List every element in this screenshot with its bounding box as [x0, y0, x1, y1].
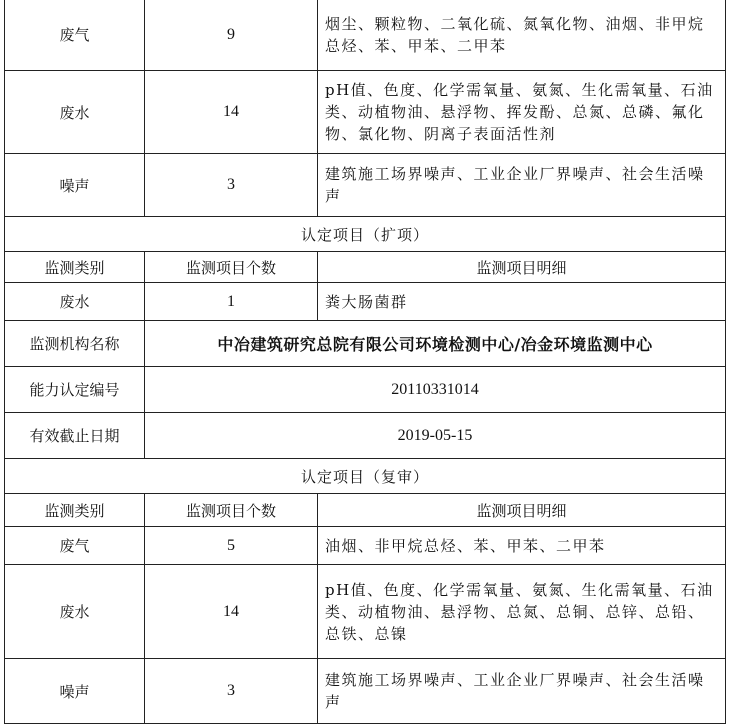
detail-cell: 粪大肠菌群 [318, 283, 726, 321]
table-row [5, 527, 726, 565]
expiry-date-row [5, 413, 726, 459]
expiry-date-label: 有效截止日期 [5, 413, 145, 459]
count-cell: 3 [145, 154, 318, 217]
header-count: 监测项目个数 [145, 494, 318, 527]
institution-name-label: 监测机构名称 [5, 321, 145, 367]
cert-number-label: 能力认定编号 [5, 367, 145, 413]
expansion-section-title: 认定项目（扩项） [5, 217, 726, 252]
detail-cell: pH值、色度、化学需氧量、氨氮、生化需氧量、石油类、动植物油、悬浮物、总氮、总铜、总锌、总铅、总铁、总镍 [318, 565, 726, 659]
cert-number-value: 20110331014 [145, 367, 726, 413]
table-row [5, 659, 726, 724]
category-cell: 噪声 [5, 659, 145, 724]
category-cell: 噪声 [5, 154, 145, 217]
count-cell: 1 [145, 283, 318, 321]
count-cell: 14 [145, 565, 318, 659]
section-title-row [5, 459, 726, 494]
review-section-title: 认定项目（复审） [5, 459, 726, 494]
table-row [5, 71, 726, 154]
detail-cell: 烟尘、颗粒物、二氧化硫、氮氧化物、油烟、非甲烷总烃、苯、甲苯、二甲苯 [318, 0, 726, 71]
header-row [5, 252, 726, 283]
table-row [5, 0, 726, 71]
detail-cell: 建筑施工场界噪声、工业企业厂界噪声、社会生活噪声 [318, 154, 726, 217]
cert-number-row [5, 367, 726, 413]
table-row [5, 154, 726, 217]
count-cell: 9 [145, 0, 318, 71]
header-category: 监测类别 [5, 252, 145, 283]
category-cell: 废水 [5, 565, 145, 659]
table-row [5, 283, 726, 321]
institution-name-row [5, 321, 726, 367]
institution-name-value: 中冶建筑研究总院有限公司环境检测中心/冶金环境监测中心 [145, 321, 726, 367]
header-detail: 监测项目明细 [318, 494, 726, 527]
category-cell: 废水 [5, 71, 145, 154]
certification-table [4, 0, 726, 724]
header-detail: 监测项目明细 [318, 252, 726, 283]
expiry-date-value: 2019-05-15 [145, 413, 726, 459]
table-row [5, 565, 726, 659]
header-category: 监测类别 [5, 494, 145, 527]
count-cell: 14 [145, 71, 318, 154]
section-title-row [5, 217, 726, 252]
count-cell: 3 [145, 659, 318, 724]
category-cell: 废气 [5, 527, 145, 565]
detail-cell: 建筑施工场界噪声、工业企业厂界噪声、社会生活噪声 [318, 659, 726, 724]
detail-cell: 油烟、非甲烷总烃、苯、甲苯、二甲苯 [318, 527, 726, 565]
header-row [5, 494, 726, 527]
header-count: 监测项目个数 [145, 252, 318, 283]
count-cell: 5 [145, 527, 318, 565]
category-cell: 废气 [5, 0, 145, 71]
category-cell: 废水 [5, 283, 145, 321]
detail-cell: pH值、色度、化学需氧量、氨氮、生化需氧量、石油类、动植物油、悬浮物、挥发酚、总氮、总磷、氟化物、氯化物、阴离子表面活性剂 [318, 71, 726, 154]
